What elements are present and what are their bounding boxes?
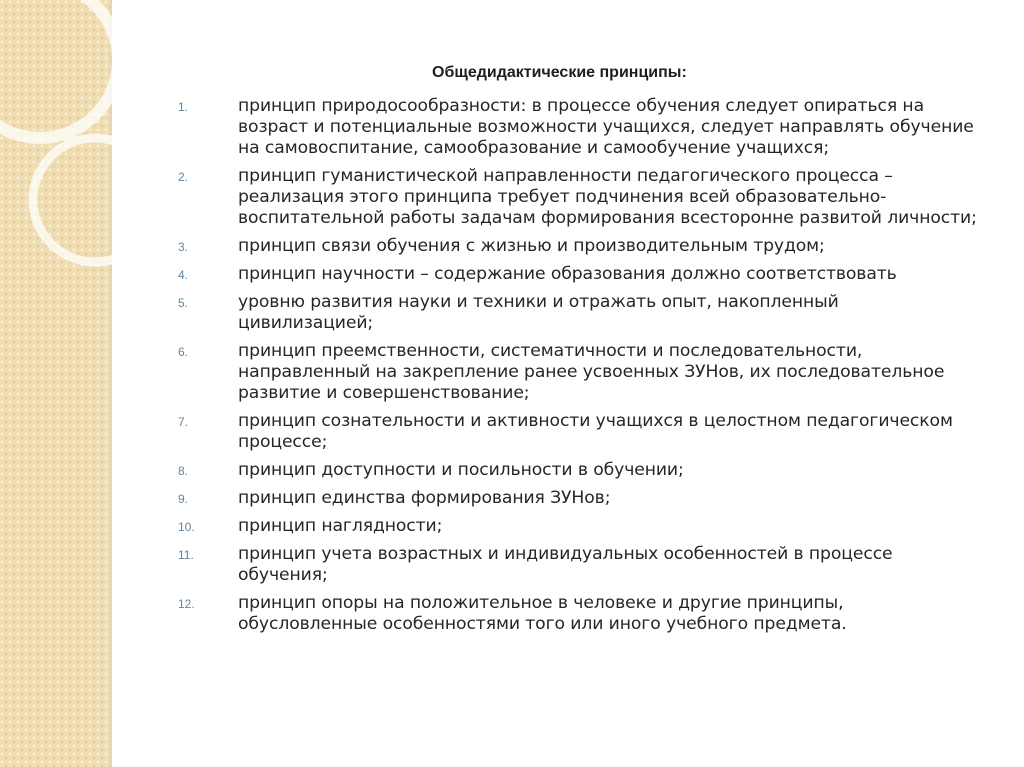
list-item (178, 593, 978, 635)
list-item (178, 292, 978, 334)
list-item-number: 1. (178, 100, 189, 114)
list-item-number: 2. (178, 170, 189, 184)
list-item (178, 516, 978, 537)
list-item-text: уровню развития науки и техники и отражать опыт, накопленный цивилизацией; (238, 292, 839, 333)
list-item-text: принцип наглядности; (238, 516, 443, 536)
list-item (178, 236, 978, 257)
list-item-number: 10. (178, 520, 195, 534)
list-item-text: принцип учета возрастных и индивидуальных особенностей в процессе обучения; (238, 544, 893, 585)
list-item-text: принцип научности – содержание образования должно соответствовать (238, 264, 897, 284)
list-item-number: 5. (178, 296, 189, 310)
list-item-text: принцип сознательности и активности учащихся в целостном педагогическом процессе; (238, 411, 953, 452)
list-item-text: принцип природосообразности: в процессе обучения следует опираться на возраст и потенциальные возможности учащихся, следует направлять обучение на самовоспитание, самообразование и самообучение учащихся; (238, 96, 974, 158)
list-item-text: принцип доступности и посильности в обучении; (238, 460, 684, 480)
list-item (178, 341, 978, 404)
list-item-number: 12. (178, 597, 195, 611)
list-item-text: принцип гуманистической направленности педагогического процесса – реализация этого принципа требует подчинения всей образовательно-воспитательной работы задачам формирования всесторонне развитой личности; (238, 166, 977, 228)
slide-title: Общедидактические принципы: (432, 64, 687, 81)
list-item-text: принцип связи обучения с жизнью и производительным трудом; (238, 236, 825, 256)
list-item-text: принцип единства формирования ЗУНов; (238, 488, 611, 508)
list-item (178, 460, 978, 481)
list-item (178, 544, 978, 586)
list-item-number: 9. (178, 492, 189, 506)
list-item (178, 264, 978, 285)
list-item-number: 4. (178, 268, 189, 282)
list-item (178, 166, 978, 229)
decorative-side-band (0, 0, 110, 767)
list-item-number: 3. (178, 240, 189, 254)
list-item (178, 411, 978, 453)
list-item-number: 11. (178, 548, 194, 562)
list-item-number: 8. (178, 464, 189, 478)
list-item (178, 488, 978, 509)
list-item-text: принцип преемственности, систематичности и последовательности, направленный на закрепление ранее усвоенных ЗУНов, их последовательное развитие и совершенствование; (238, 341, 945, 403)
side-band-edge (110, 0, 112, 767)
list-item (178, 96, 978, 159)
list-item-text: принцип опоры на положительное в человеке и другие принципы, обусловленные особенностями того или иного учебного предмета. (238, 593, 847, 634)
list-item-number: 6. (178, 345, 189, 359)
principles-list (178, 96, 978, 642)
list-item-number: 7. (178, 415, 189, 429)
